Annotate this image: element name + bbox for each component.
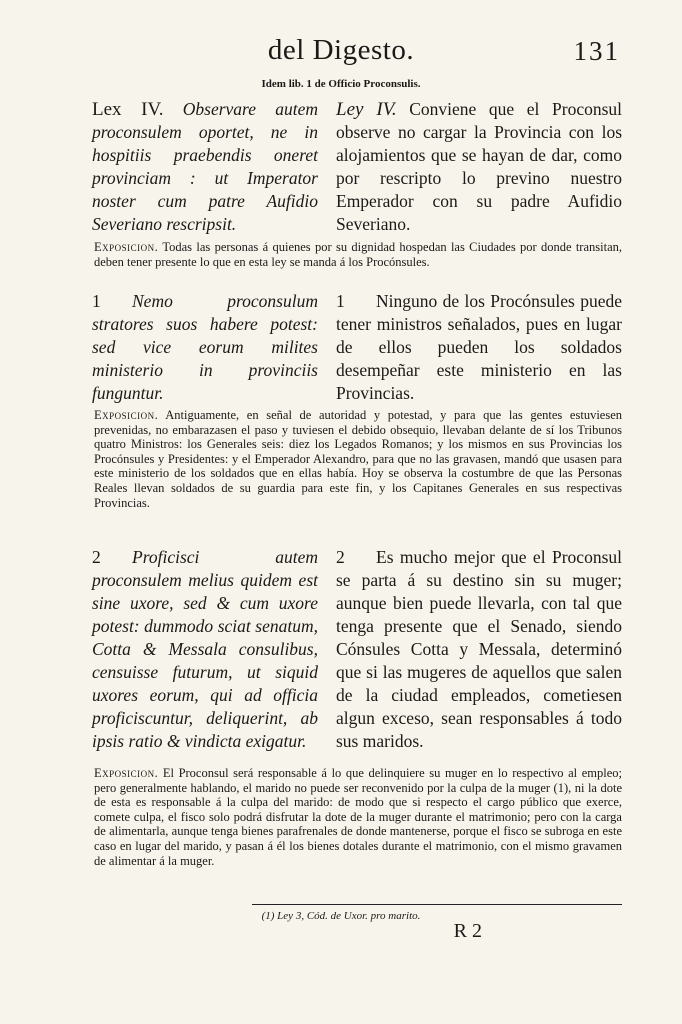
section-spanish-text: Ninguno de los Procónsules puede tener ministros señalados, pues en lugar de ellos pueden los soldados desempeñar este ministerio en las Provincias. xyxy=(336,291,622,403)
section-number: 1 xyxy=(336,291,345,311)
exposicion-3 xyxy=(94,766,622,868)
exposicion-label: Exposicion. xyxy=(94,408,159,422)
footnote: (1) Ley 3, Cód. de Uxor. pro marito. xyxy=(261,910,421,922)
section-spanish-text: Es mucho mejor que el Proconsul se parta á su destino sin su muger; aunque bien puede llevarla, con tal que tenga presente que el Senado, siendo Cónsules Cotta y Messala, determinó que si las mugeres de aquellos que salen de la ciudad empleados, cometiesen algun exceso, sean responsables á todo sus maridos. xyxy=(336,547,622,751)
section-1-latin xyxy=(92,290,318,405)
ley-latin-head: Lex IV. xyxy=(92,99,164,120)
exposicion-1 xyxy=(94,240,622,269)
exposicion-label: Exposicion. xyxy=(94,240,159,254)
ley-latin-text: Observare autem proconsulem oportet, ne in hospitiis praebendis oneret provinciam : ut Imperator noster cum patre Aufidio Severiano rescripsit. xyxy=(92,99,318,234)
source-reference: Idem lib. 1 de Officio Proconsulis. xyxy=(261,78,421,90)
ley-latin-block xyxy=(92,98,318,236)
footnote-rule xyxy=(252,904,622,905)
exposicion-text: Todas las personas á quienes por su dignidad hospedan las Ciudades por donde transitan, deben tener presente lo que en esta ley se manda á los Procónsules. xyxy=(94,240,622,269)
section-1-spanish xyxy=(336,290,622,405)
running-head: del Digesto. xyxy=(267,34,415,66)
section-latin-text: Proficisci autem proconsulem melius quidem est sine uxore, sed & cum uxore potest: dummodo sciat senatum, Cotta & Messala consulibus, censuisse futurum, ut siquid uxores eorum, qui ad officia proficiscuntur, deliquerint, ab ipsis ratio & vindicta exigatur. xyxy=(92,547,318,751)
exposicion-label: Exposicion. xyxy=(94,766,159,780)
exposicion-text: El Proconsul será responsable á lo que delinquiere su muger en lo respectivo al empleo; pero generalmente hablando, el marido no puede ser reconvenido por la culpa de la muger (1), ni la dote de esta es responsable á la culpa del marido: de modo que si respecto el cargo público que exerce, comete culpa, el fisco solo podrá disfrutar la dote de la muger durante el matrimonio; pero con la carga de alimentarla, aunque tenga bienes parafrenales de donde mantenerse, porque el fisco se subroga en este caso en lugar del marido, y pasan á él los bienes dotales durante el matrimonio, con el mismo gravamen de alimentar á la muger. xyxy=(94,766,623,868)
section-2-latin xyxy=(92,546,318,753)
ley-spanish-head: Ley IV. xyxy=(336,99,397,120)
exposicion-2 xyxy=(94,408,622,510)
section-number: 1 xyxy=(92,291,101,311)
page-number: 131 xyxy=(573,36,620,66)
section-latin-text: Nemo proconsulum stratores suos habere potest: sed vice eorum milites ministerio in provinciis funguntur. xyxy=(92,291,318,403)
ley-spanish-block xyxy=(336,98,622,236)
signature-mark: R 2 xyxy=(453,920,482,942)
section-number: 2 xyxy=(336,547,345,567)
exposicion-text: Antiguamente, en señal de autoridad y potestad, y para que las gentes estuviesen prevenidas, no embarazasen el paso y tuviesen el debido obsequio, llevaban delante de sí los Tribunos quatro Ministros: los Generales seis: diez los Legados Romanos; y los mismos en sus Provincias los Procónsules y Presidentes: y el Emperador Alexandro, para que no las gravasen, mandó que usasen para este ministerio de los soldados que en ellas había. Hoy se observa la costumbre de que las Personas Reales llevan soldados de su guardia para este fin, y los Capitanes Generales en sus respectivas Provincias. xyxy=(94,408,622,510)
section-2-spanish xyxy=(336,546,622,753)
section-number: 2 xyxy=(92,547,101,567)
ley-spanish-text: Conviene que el Proconsul observe no cargar la Provincia con los alojamientos que se hayan de dar, como por rescripto lo previno nuestro Emperador con su padre Aufidio Severiano. xyxy=(336,99,623,234)
